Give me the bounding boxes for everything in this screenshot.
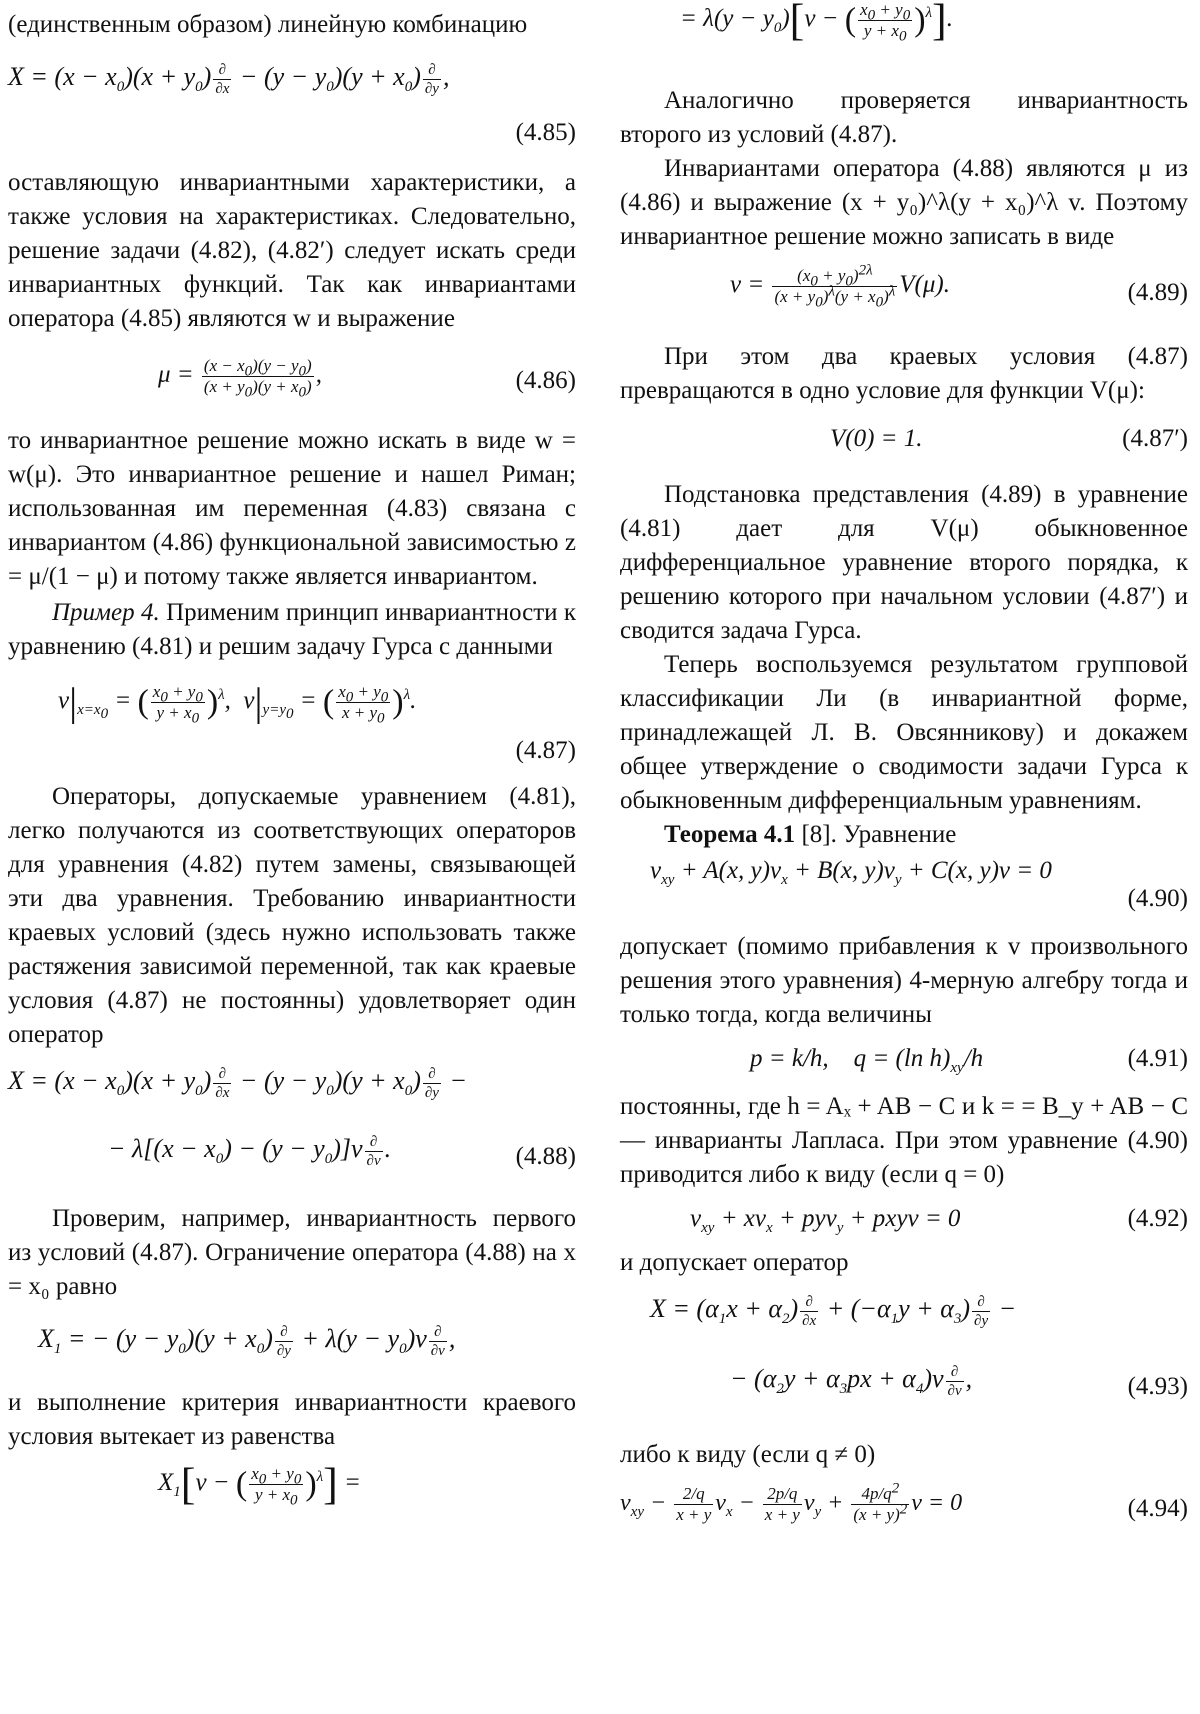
left-paragraph-7: и выполнение критерия инвариантности краевого условия вытекает из равенства: [8, 1389, 576, 1450]
right-column: [620, 0, 1188, 1542]
right-paragraph-4: Подстановка представления (4.89) в уравнение (4.81) дает для V(μ) обыкновенное дифференциальное уравнение второго порядка, к решению которого при начальном условии (4.87′) и сводится задача Гурса.: [620, 481, 1188, 644]
equation-4-91: p = k/h, q = (ln $h)_{xy}/h$ (4.91): [620, 1042, 1188, 1082]
right-paragraph-2: Инвариантами оператора (4.88) являются μ из (4.86) и выражение (x + y₀)^λ(y + x₀)^λ v. Поэтому инвариантное решение можно записать в виде: [620, 155, 1188, 250]
equation-number: (4.87′): [1122, 425, 1188, 452]
equation-number: (4.85): [515, 119, 576, 146]
left-paragraph-5: Операторы, допускаемые уравнением (4.81), легко получаются из соответствующих операторов для уравнения (4.82) путем замены, связывающей эти два уравнения. Требованию инвариантности краевых условий (здесь нужно использовать также растяжения зависимой переменной, так как краевые условия (4.87) не постоянны) удовлетворяет один оператор: [8, 783, 576, 1048]
left-paragraph-6: Проверим, например, инвариантность первого из условий (4.87). Ограничение оператора (4.88) на x = x₀ равно: [8, 1205, 576, 1300]
theorem-statement: [620, 818, 1188, 852]
equation-4-90: $v_{xy} + A(x$, $y)v_x + B(x$, $y)v_y + C(x$, y)v = 0 (4.90): [620, 852, 1188, 922]
example-label: Пример 4.: [52, 599, 160, 626]
right-paragraph-9: либо к виду (если q ≠ 0): [620, 1441, 876, 1468]
equation-number: (4.89): [1127, 279, 1188, 306]
equation-4-89: v = $\frac{(x_0 + y_0)^{2\lambda}}{(x + y_0)^\lambda(y + x_0)^\lambda}$ V(μ). (4.89): [730, 262, 1188, 311]
equation-4-94: $v_{xy}$ − $\frac{2/q}{x + y}$ $v_x$ − $\frac{2p/q}{x + y}$ $v_y$ + $\frac{4p/q^2}{(x + y)^2}$ v = 0 (4.94): [620, 1480, 1188, 1524]
equation-invariance-result: = $\lambda(y - y_0)[v$ − ( $\frac{x_0 + y_0}{y + x_0}$ )$^\lambda$].: [680, 0, 953, 45]
equation-4-87-prime: V(0) = 1. (4.87′): [620, 422, 1188, 462]
equation-number: (4.87): [515, 737, 576, 764]
theorem-label: Теорема 4.1: [664, 821, 796, 848]
equation-x1-restriction: $X_1$ = − $(y - y_0)(y + x_0)$ $\frac{\partial}{\partial y}$ + $\lambda(y - y_0)v$ $\frac{\partial}{\partial v}$ ,: [38, 1323, 456, 1359]
equation-4-87: $v|_{x=x_0}$ = ( $\frac{x_0 + y_0}{y + x_0}$ )$^\lambda$, $v|_{y=y_0}$ = ( $\frac{x_0 + y_0}{x + y_0}$ )$^\lambda$. (4.87): [8, 678, 576, 772]
theorem-reference: [8]. Уравнение: [801, 821, 957, 848]
equation-invariance-check: $X_1[v$ − ( $\frac{x_0 + y_0}{y + x_0}$ )$^\lambda$] =: [158, 1459, 361, 1509]
equation-4-92: $v_{xy} + xv_x + pyv_y$ + pxyv = 0 (4.92): [620, 1202, 1188, 1242]
equation-number: (4.92): [1127, 1205, 1188, 1232]
right-paragraph-7: постоянны, где h = Aₓ + AB − C и k = = B_y + AB − C — инварианты Лапласа. При этом уравнение (4.90) приводится либо к виду (если q = 0): [620, 1093, 1188, 1188]
equation-4-88: $X = (x - x_0)(x + y_0)$ $\frac{\partial}{\partial x}$ − $(y - y_0)(y + x_0)$ $\frac{\partial}{\partial y}$ − − $\lambda[(x - x_0) - (y - y_0)]v$ $\frac{\partial}{\partial v}$ . (4.88): [8, 1064, 576, 1188]
right-paragraph-1: Аналогично проверяется инвариантность второго из условий (4.87).: [620, 87, 1188, 148]
equation-number: (4.86): [515, 367, 576, 394]
equation-number: (4.91): [1127, 1045, 1188, 1072]
left-column: [8, 8, 576, 1532]
equation-number: (4.90): [1127, 885, 1188, 912]
left-paragraph-3: то инвариантное решение можно искать в виде w = w(μ). Это инвариантное решение и нашел Риман; использованная им переменная (4.83) связана с инвариантом (4.86) функциональной зависимостью z = μ/(1 − μ) и потому также является инвариантом.: [8, 427, 576, 590]
right-paragraph-6: допускает (помимо прибавления к v произвольного решения этого уравнения) 4-мерную алгебру тогда и только тогда, когда величины: [620, 933, 1188, 1028]
left-paragraph-1: (единственным образом) линейную комбинацию: [8, 11, 528, 38]
equation-number: (4.94): [1127, 1495, 1188, 1522]
right-paragraph-5: Теперь воспользуемся результатом групповой классификации Ли (в инвариантной форме, принадлежащей Л. В. Овсянникову) и докажем общее утверждение о сводимости задачи Гурса к обыкновенным дифференциальным уравнениям.: [620, 651, 1188, 814]
right-paragraph-3: При этом два краевых условия (4.87) превращаются в одно условие для функции V(μ):: [620, 343, 1188, 404]
example-text: Применим принцип инвариантности к уравнению (4.81) и решим задачу Гурса с данными: [8, 599, 577, 660]
left-paragraph-2: оставляющую инвариантными характеристики, а также условия на характеристиках. Следовательно, решение задачи (4.82), (4.82′) следует искать среди инвариантных функций. Так как инвариантами оператора (4.85) являются w и выражение: [8, 169, 576, 332]
right-paragraph-8: и допускает оператор: [620, 1249, 849, 1276]
left-paragraph-4: [8, 596, 576, 664]
equation-number: (4.93): [1127, 1373, 1188, 1400]
equation-4-93: $X = (\alpha_1x + \alpha_2)$ $\frac{\partial}{\partial x}$ + $(-\alpha_1y + \alpha_3)$ $\frac{\partial}{\partial y}$ − − $(\alpha_2y + \alpha_3px + \alpha_4)v$ $\frac{\partial}{\partial v}$ , (4.93): [620, 1292, 1188, 1422]
equation-4-86: μ = $\frac{(x - x_0)(y - y_0)}{(x + y_0)(y + x_0)}$ , (4.86): [158, 356, 576, 401]
equation-4-85: $X = (x - x_0)(x + y_0)$ $\frac{\partial}{\partial x}$ − $(y - y_0)(y + x_0)$ $\frac{\partial}{\partial y}$ , (4.85): [8, 60, 576, 160]
equation-number: (4.88): [515, 1143, 576, 1170]
